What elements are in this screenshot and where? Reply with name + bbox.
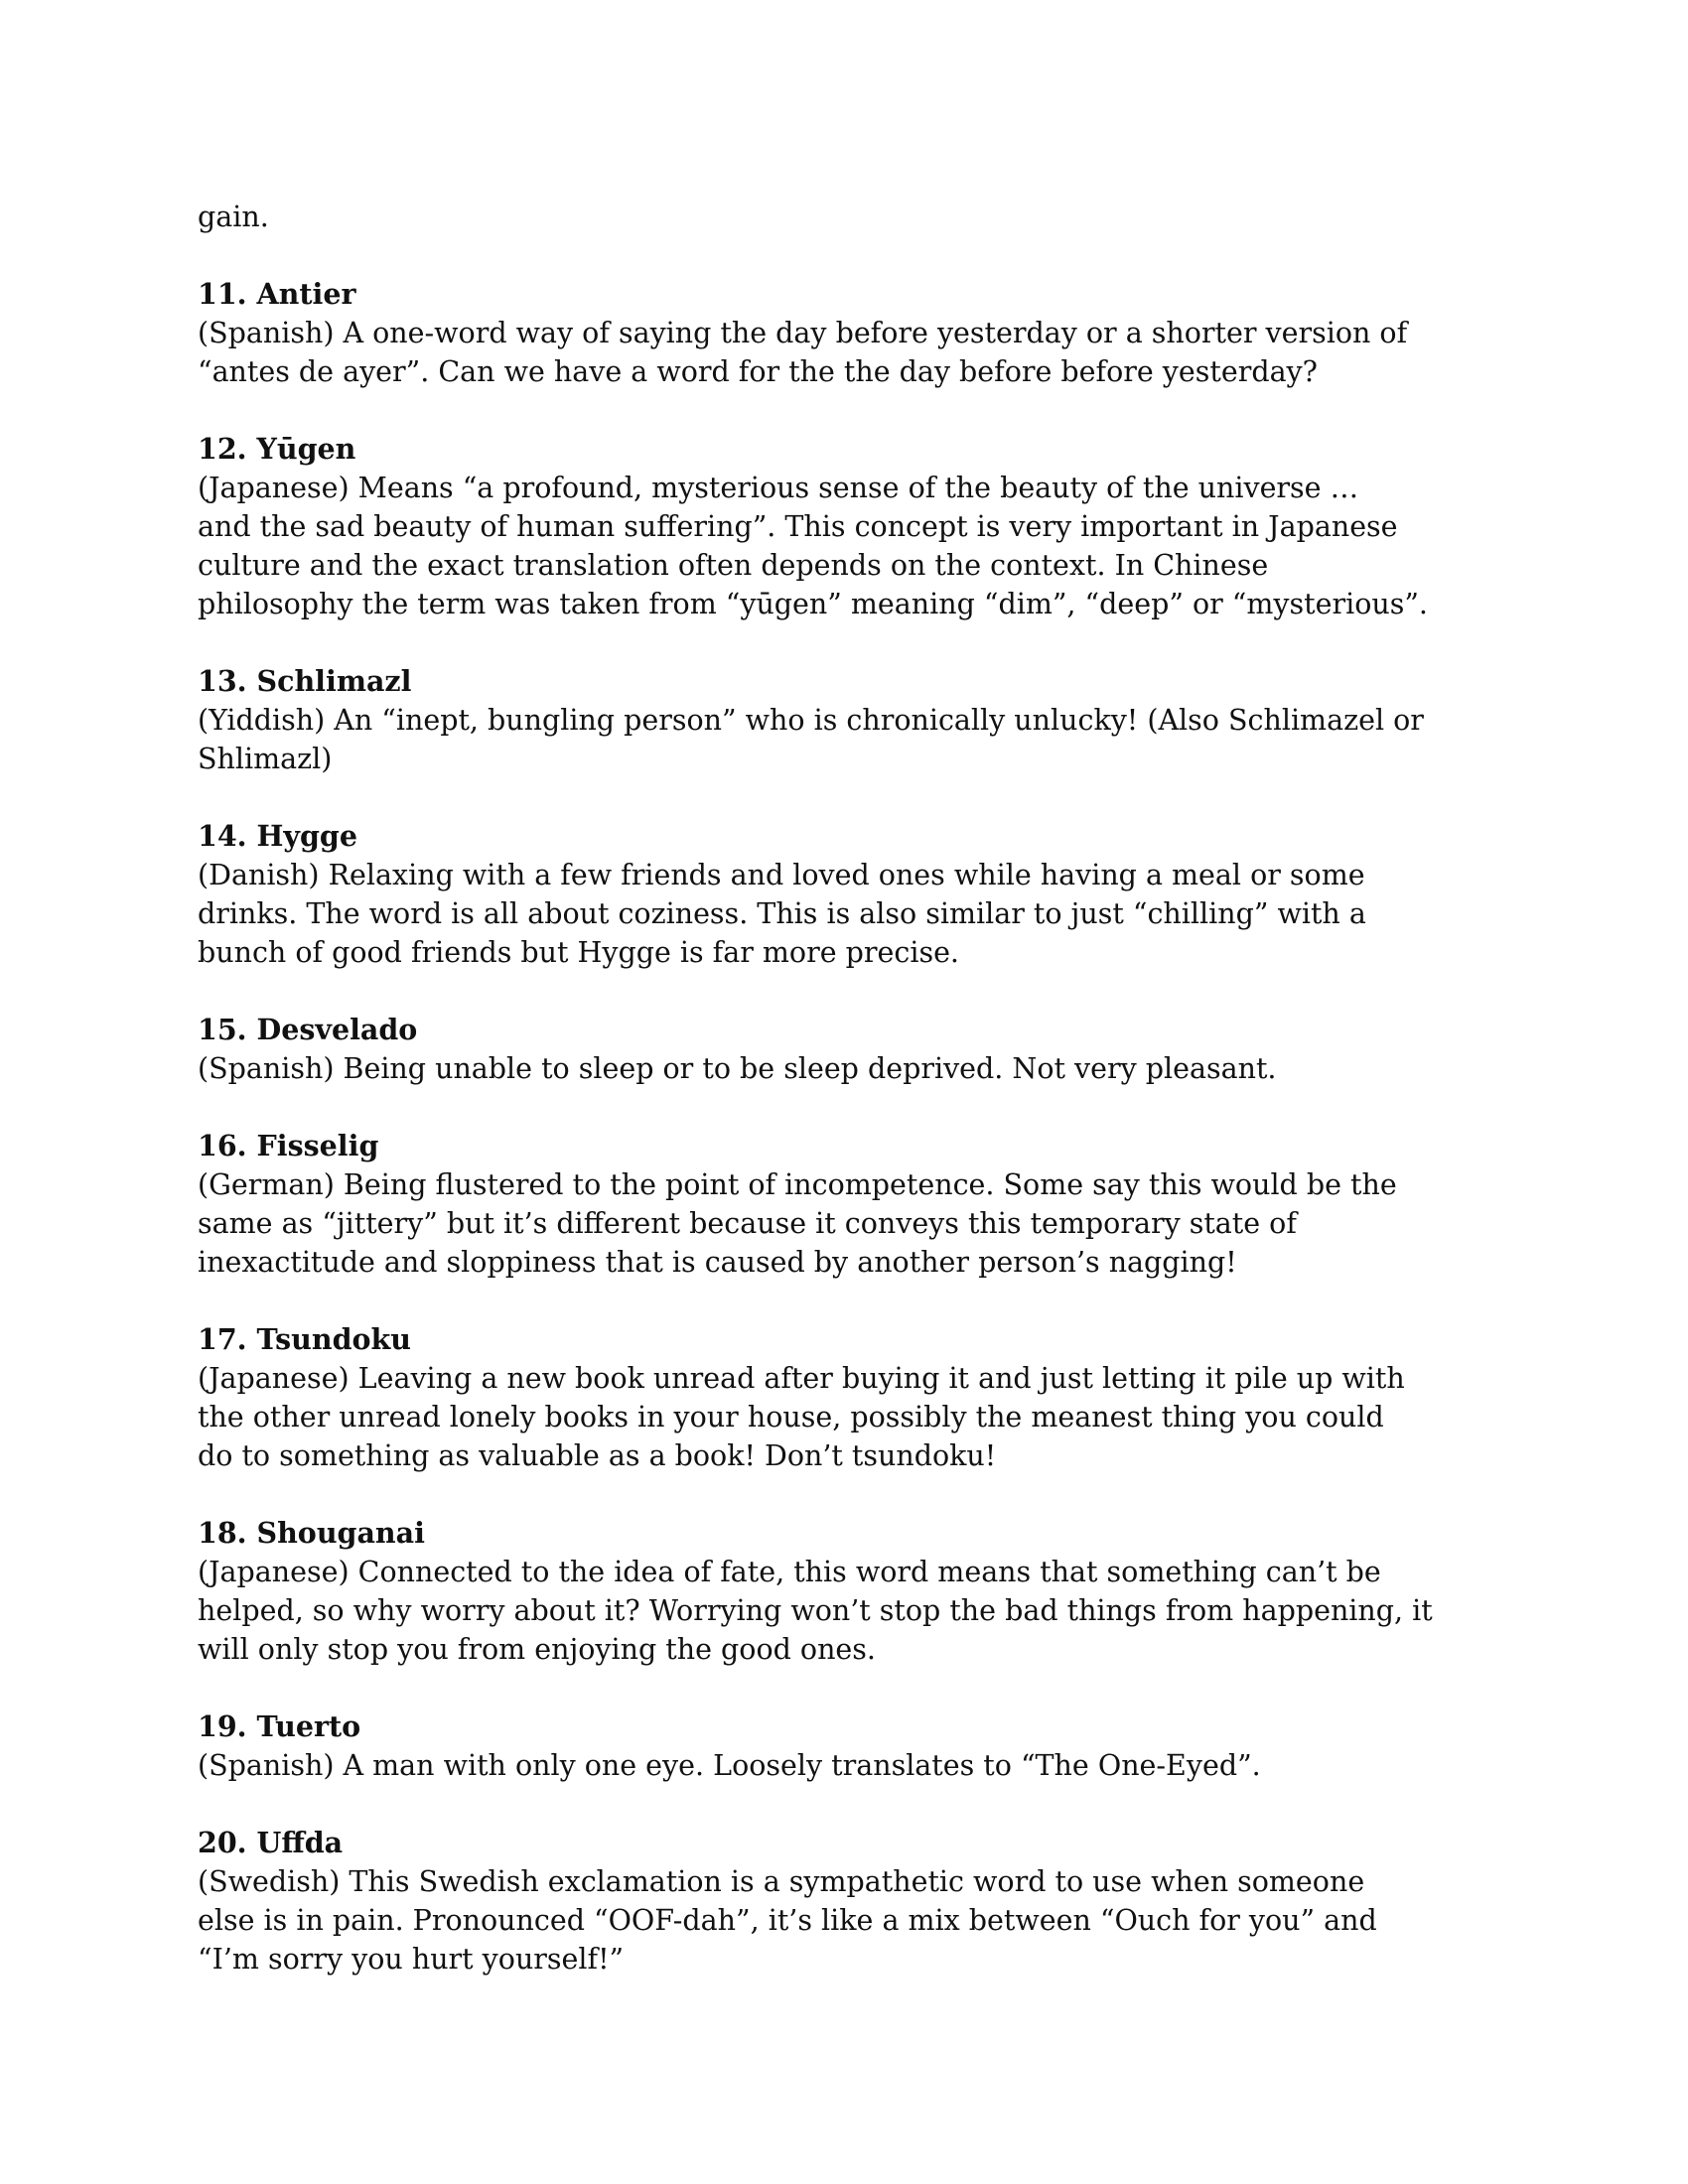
word-entry-definition [198, 1049, 1449, 1088]
definition-line: (Spanish) A one-word way of saying the day before yesterday or a shorter version of [198, 317, 1408, 349]
definition-line: (Spanish) Being unable to sleep or to be sleep deprived. Not very pleasant. [198, 1052, 1277, 1085]
definition-line: Shlimazl) [198, 743, 333, 775]
definition-line: else is in pain. Pronounced “OOF-dah”, it’s like a mix between “Ouch for you” and [198, 1904, 1377, 1937]
definition-line: (Danish) Relaxing with a few friends and loved ones while having a meal or some [198, 859, 1365, 891]
word-entry [198, 817, 1449, 972]
word-entry-title: 19. Tuerto [198, 1709, 361, 1743]
word-entry-definition [198, 1359, 1449, 1475]
word-entry [198, 1514, 1449, 1669]
word-entry-definition [198, 314, 1449, 391]
definition-line: bunch of good friends but Hygge is far more precise. [198, 936, 959, 969]
definition-line: (German) Being flustered to the point of incompetence. Some say this would be the [198, 1168, 1397, 1201]
definition-line: (Japanese) Means “a profound, mysterious sense of the beauty of the universe … [198, 472, 1359, 504]
definition-line: culture and the exact translation often depends on the context. In Chinese [198, 549, 1269, 582]
word-entry [198, 1824, 1449, 1979]
word-entry [198, 275, 1449, 391]
definition-line: and the sad beauty of human suffering”. This concept is very important in Japanese [198, 510, 1398, 543]
word-entry-definition [198, 1165, 1449, 1282]
definition-line: philosophy the term was taken from “yūgen” meaning “dim”, “deep” or “mysterious”. [198, 588, 1428, 620]
definition-line: “antes de ayer”. Can we have a word for the the day before before yesterday? [198, 355, 1318, 388]
definition-line: drinks. The word is all about coziness. This is also similar to just “chilling” with a [198, 897, 1366, 930]
definition-line: (Japanese) Connected to the idea of fate, this word means that something can’t be [198, 1556, 1381, 1588]
word-entry-definition [198, 1553, 1449, 1669]
definition-line: inexactitude and sloppiness that is caused by another person’s nagging! [198, 1246, 1237, 1279]
word-entry-title: 17. Tsundoku [198, 1322, 411, 1356]
definition-line: helped, so why worry about it? Worrying won’t stop the bad things from happening, it [198, 1594, 1433, 1627]
definition-line: (Yiddish) An “inept, bungling person” who is chronically unlucky! (Also Schlimazel or [198, 704, 1424, 737]
definition-line: the other unread lonely books in your house, possibly the meanest thing you could [198, 1401, 1384, 1433]
word-entry-title: 11. Antier [198, 277, 356, 311]
word-entry [198, 1707, 1449, 1785]
definition-line: (Japanese) Leaving a new book unread after buying it and just letting it pile up with [198, 1362, 1405, 1395]
word-entry-title: 14. Hygge [198, 819, 357, 853]
word-entry-title: 18. Shouganai [198, 1516, 425, 1550]
definition-line: “I’m sorry you hurt yourself!” [198, 1943, 625, 1976]
word-entry [198, 1127, 1449, 1282]
word-entry-title: 16. Fisselig [198, 1129, 379, 1162]
definition-line: (Swedish) This Swedish exclamation is a sympathetic word to use when someone [198, 1865, 1365, 1898]
word-entry [198, 1320, 1449, 1475]
word-entry-title: 12. Yūgen [198, 432, 356, 466]
word-entry-definition [198, 1746, 1449, 1785]
definition-line: will only stop you from enjoying the good ones. [198, 1633, 876, 1666]
word-entry-title: 15. Desvelado [198, 1013, 418, 1046]
word-entry-title: 20. Uffda [198, 1826, 344, 1859]
word-list [198, 275, 1449, 1979]
word-entry [198, 1011, 1449, 1088]
word-entry-definition [198, 701, 1449, 778]
definition-line: (Spanish) A man with only one eye. Loosely translates to “The One-Eyed”. [198, 1749, 1261, 1782]
word-entry-definition [198, 856, 1449, 972]
word-entry [198, 430, 1449, 623]
word-entry-definition [198, 1862, 1449, 1979]
word-entry-definition [198, 469, 1449, 623]
definition-line: same as “jittery” but it’s different because it conveys this temporary state of [198, 1207, 1297, 1240]
document-page [198, 198, 1449, 2017]
definition-line: do to something as valuable as a book! Don’t tsundoku! [198, 1439, 997, 1472]
word-entry-title: 13. Schlimazl [198, 664, 412, 698]
word-entry [198, 662, 1449, 778]
continued-text: gain. [198, 201, 269, 233]
